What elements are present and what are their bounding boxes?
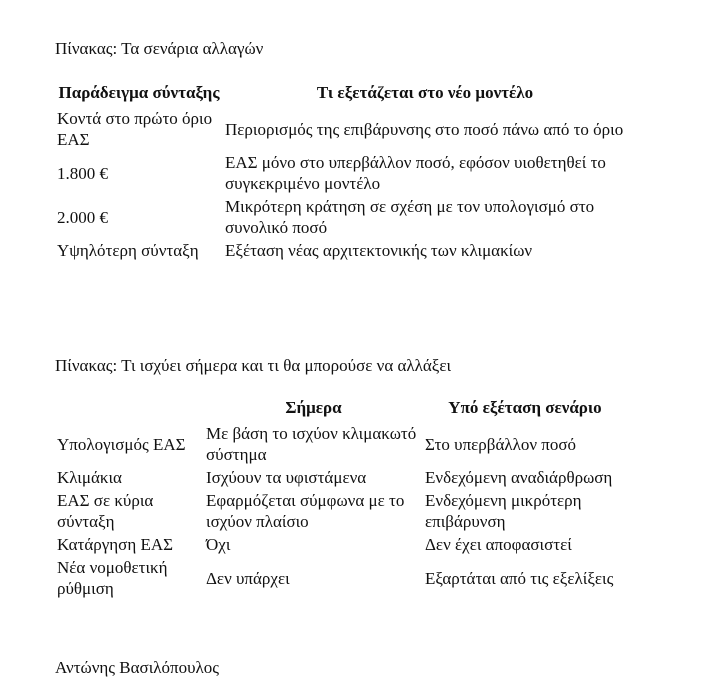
table-row xyxy=(55,466,627,489)
table-cell: Εξαρτάται από τις εξελίξεις xyxy=(425,568,614,588)
table1-caption: Πίνακας: Τα σενάρια αλλαγών xyxy=(55,39,264,58)
table-cell: Υψηλότερη σύνταξη xyxy=(57,241,199,260)
table-row xyxy=(55,533,627,556)
column-header-today: Σήμερα xyxy=(285,398,342,417)
table-cell: Ενδεχόμενη αναδιάρθρωση xyxy=(425,468,613,487)
comparison-table xyxy=(55,397,627,600)
table-cell: Δεν έχει αποφασιστεί xyxy=(425,535,572,554)
table-cell: Εφαρμόζεται σύμφωνα με το ισχύον πλαίσιο xyxy=(206,491,405,531)
table-cell: Κλιμάκια xyxy=(57,468,122,487)
table-cell: Με βάση το ισχύον κλιμακωτό σύστημα xyxy=(206,424,417,464)
table-cell: Περιορισμός της επιβάρυνσης στο ποσό πάνω από το όριο xyxy=(225,119,624,139)
table-header-row xyxy=(55,397,627,422)
column-header-empty xyxy=(55,397,204,422)
table-cell: Κοντά στο πρώτο όριο ΕΑΣ xyxy=(57,109,213,149)
table-cell: Υπολογισμός ΕΑΣ xyxy=(57,434,186,454)
table-cell: ΕΑΣ σε κύρια σύνταξη xyxy=(57,491,154,531)
table-cell: Ισχύουν τα υφιστάμενα xyxy=(206,468,367,487)
column-header-examined: Τι εξετάζεται στο νέο μοντέλο xyxy=(316,83,534,102)
table-cell: Κατάργηση ΕΑΣ xyxy=(57,535,174,554)
table2-caption: Πίνακας: Τι ισχύει σήμερα και τι θα μπορούσε να αλλάξει xyxy=(55,356,452,375)
table-row xyxy=(55,151,627,195)
table-row xyxy=(55,556,627,600)
table-cell: ΕΑΣ μόνο στο υπερβάλλον ποσό, εφόσον υιοθετηθεί το συγκεκριμένο μοντέλο xyxy=(225,153,606,193)
table-row xyxy=(55,422,627,466)
table-header-row xyxy=(55,82,627,107)
scenarios-table xyxy=(55,82,627,262)
author-name: Αντώνης Βασιλόπουλος xyxy=(55,658,219,677)
table-row xyxy=(55,239,627,262)
table-cell: Μικρότερη κράτηση σε σχέση με τον υπολογισμό στο συνολικό ποσό xyxy=(225,197,595,237)
table-row xyxy=(55,489,627,533)
column-header-example: Παράδειγμα σύνταξης xyxy=(58,83,220,102)
table-row xyxy=(55,195,627,239)
column-header-scenario: Υπό εξέταση σενάριο xyxy=(448,398,602,417)
table-cell: Εξέταση νέας αρχιτεκτονικής των κλιμακίων xyxy=(225,241,533,260)
table-cell: Ενδεχόμενη μικρότερη επιβάρυνση xyxy=(425,491,582,531)
table-cell: 1.800 € xyxy=(57,163,108,183)
table-cell: Νέα νομοθετική ρύθμιση xyxy=(57,558,168,598)
table-cell: Δεν υπάρχει xyxy=(206,568,290,588)
table-row xyxy=(55,107,627,151)
table-cell: Στο υπερβάλλον ποσό xyxy=(425,434,577,454)
table-cell: Όχι xyxy=(206,535,231,554)
table-cell: 2.000 € xyxy=(57,207,108,227)
